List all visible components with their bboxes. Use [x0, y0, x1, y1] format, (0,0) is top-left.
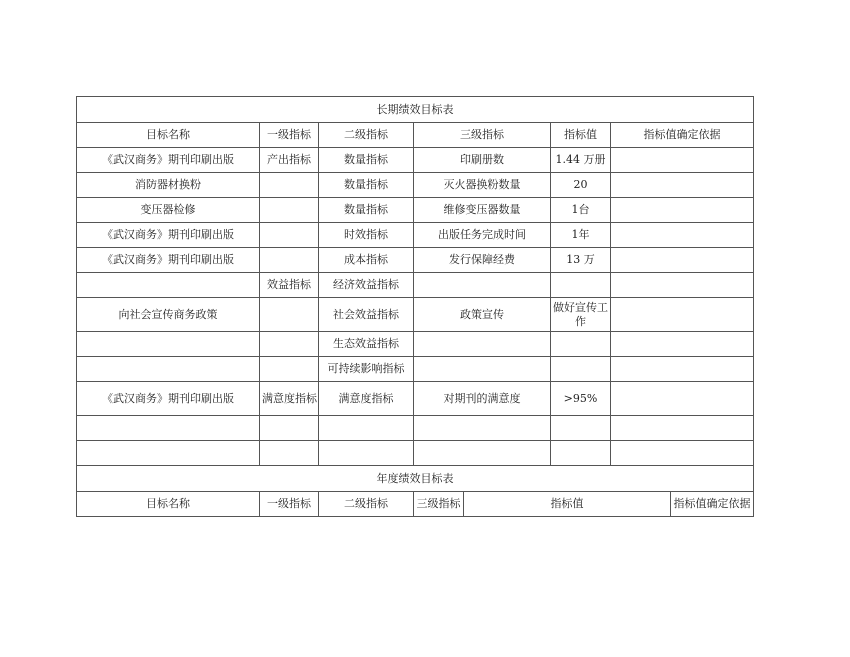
table-cell: 消防器材换粉 — [77, 173, 260, 198]
table-row — [77, 148, 754, 173]
table-row — [77, 223, 754, 248]
table-cell: 《武汉商务》期刊印刷出版 — [77, 148, 260, 173]
table-row — [77, 198, 754, 223]
table-cell: 《武汉商务》期刊印刷出版 — [77, 248, 260, 273]
header-level1: 一级指标 — [260, 123, 319, 148]
table-cell: 效益指标 — [260, 273, 319, 298]
table-cell — [260, 441, 319, 466]
long-term-title-row — [77, 97, 754, 123]
table-cell — [77, 332, 260, 357]
table-cell — [551, 416, 611, 441]
table-cell — [551, 273, 611, 298]
table-cell — [551, 357, 611, 382]
table-cell: 经济效益指标 — [319, 273, 414, 298]
long-term-title: 长期绩效目标表 — [77, 97, 754, 123]
table-cell — [77, 357, 260, 382]
table-cell: 1.44 万册 — [551, 148, 611, 173]
annual-title-row — [77, 466, 754, 492]
table-row — [77, 173, 754, 198]
table-row — [77, 248, 754, 273]
table-cell — [611, 382, 754, 416]
table-cell: 可持续影响指标 — [319, 357, 414, 382]
table-cell — [611, 441, 754, 466]
table-cell: 产出指标 — [260, 148, 319, 173]
table-cell — [611, 332, 754, 357]
table-cell: 1年 — [551, 223, 611, 248]
table-cell: 1台 — [551, 198, 611, 223]
annual-header-value: 指标值 — [464, 492, 671, 517]
table-cell — [611, 173, 754, 198]
table-cell: 13 万 — [551, 248, 611, 273]
table-cell — [260, 332, 319, 357]
annual-header-level3: 三级指标 — [414, 492, 464, 517]
table-cell: 政策宣传 — [414, 298, 551, 332]
table-cell: 变压器检修 — [77, 198, 260, 223]
table-cell: 20 — [551, 173, 611, 198]
table-row — [77, 298, 754, 332]
table-cell — [611, 357, 754, 382]
annual-header-basis: 指标值确定依据 — [671, 492, 754, 517]
table-cell: 向社会宣传商务政策 — [77, 298, 260, 332]
table-cell — [414, 332, 551, 357]
table-cell — [260, 173, 319, 198]
table-cell — [551, 332, 611, 357]
annual-title: 年度绩效目标表 — [77, 466, 754, 492]
header-goal-name: 目标名称 — [77, 123, 260, 148]
table-cell — [260, 298, 319, 332]
table-cell — [414, 416, 551, 441]
table-cell: 数量指标 — [319, 148, 414, 173]
table-cell — [611, 273, 754, 298]
table-cell: 印刷册数 — [414, 148, 551, 173]
table-cell — [611, 248, 754, 273]
table-cell: 做好宣传工作 — [551, 298, 611, 332]
table-cell: 生态效益指标 — [319, 332, 414, 357]
long-term-header-row — [77, 123, 754, 148]
table-cell — [319, 416, 414, 441]
annual-header-level2: 二级指标 — [319, 492, 414, 517]
table-cell: 时效指标 — [319, 223, 414, 248]
annual-header-goal-name: 目标名称 — [77, 492, 260, 517]
header-level2: 二级指标 — [319, 123, 414, 148]
table-cell — [414, 273, 551, 298]
table-cell — [77, 441, 260, 466]
table-cell: >95% — [551, 382, 611, 416]
annual-header-row — [77, 492, 754, 517]
table-cell: 满意度指标 — [319, 382, 414, 416]
table-cell — [611, 148, 754, 173]
table-row — [77, 416, 754, 441]
table-row — [77, 273, 754, 298]
table-cell — [260, 416, 319, 441]
table-cell — [414, 441, 551, 466]
table-cell: 《武汉商务》期刊印刷出版 — [77, 382, 260, 416]
table-cell: 成本指标 — [319, 248, 414, 273]
table-cell — [260, 357, 319, 382]
table-cell — [611, 298, 754, 332]
table-cell: 灭火器换粉数量 — [414, 173, 551, 198]
table-cell: 发行保障经费 — [414, 248, 551, 273]
table-row — [77, 382, 754, 416]
table-cell — [77, 273, 260, 298]
table-cell: 《武汉商务》期刊印刷出版 — [77, 223, 260, 248]
table-cell: 维修变压器数量 — [414, 198, 551, 223]
table-cell — [260, 248, 319, 273]
performance-table — [76, 96, 754, 517]
table-cell: 数量指标 — [319, 173, 414, 198]
annual-header-level1: 一级指标 — [260, 492, 319, 517]
table-cell: 对期刊的满意度 — [414, 382, 551, 416]
header-basis: 指标值确定依据 — [611, 123, 754, 148]
table-body — [77, 97, 754, 466]
table-row — [77, 357, 754, 382]
table-cell — [260, 223, 319, 248]
table-row — [77, 441, 754, 466]
table-cell: 数量指标 — [319, 198, 414, 223]
table-cell: 社会效益指标 — [319, 298, 414, 332]
header-value: 指标值 — [551, 123, 611, 148]
header-level3: 三级指标 — [414, 123, 551, 148]
annual-section — [77, 466, 754, 517]
table-cell — [551, 441, 611, 466]
table-cell: 满意度指标 — [260, 382, 319, 416]
table-cell — [319, 441, 414, 466]
table-cell — [260, 198, 319, 223]
table-cell — [77, 416, 260, 441]
table-cell: 出版任务完成时间 — [414, 223, 551, 248]
table-cell — [611, 223, 754, 248]
table-cell — [611, 198, 754, 223]
table-cell — [414, 357, 551, 382]
table-row — [77, 332, 754, 357]
table-cell — [611, 416, 754, 441]
